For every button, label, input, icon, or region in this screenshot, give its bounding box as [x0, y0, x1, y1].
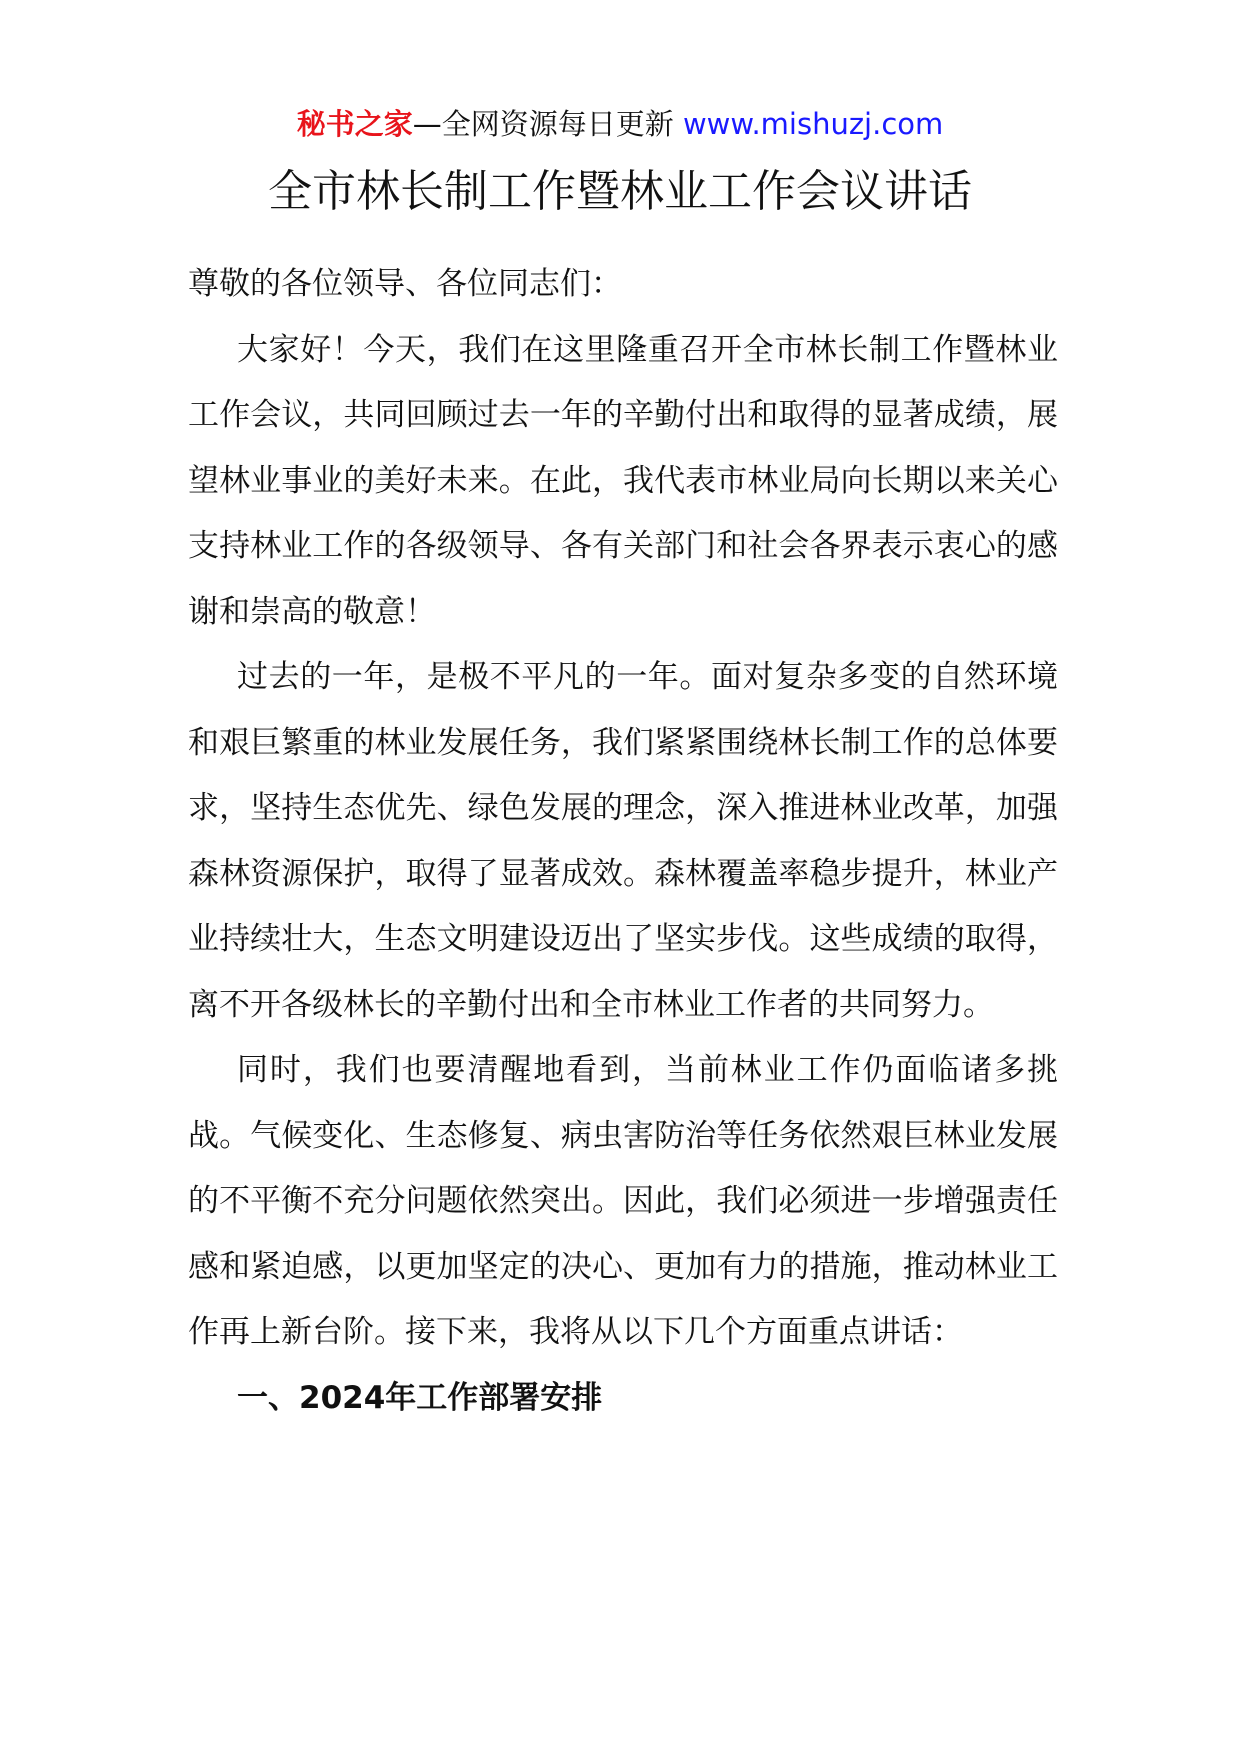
salutation: 尊敬的各位领导、各位同志们： [188, 266, 622, 302]
site-header [0, 100, 1240, 148]
paragraph-intro: 大家好！今天，我们在这里隆重召开全市林长制工作暨林业工作会议，共同回顾过去一年的辛勤付出和取得的显著成绩，展望林业事业的美好未来。在此，我代表市林业局向长期以来关心支持林业工作的各级领导、各有关部门和社会各界表示衷心的感谢和崇高的敬意！ [188, 331, 1058, 630]
document-body [188, 252, 1058, 1431]
header-tagline: —全网资源每日更新 [412, 107, 683, 141]
document-title: 全市林长制工作暨林业工作会议讲话 [268, 166, 972, 217]
paragraph-challenges: 同时，我们也要清醒地看到，当前林业工作仍面临诸多挑战。气候变化、生态修复、病虫害防治等任务依然艰巨林业发展的不平衡不充分问题依然突出。因此，我们必须进一步增强责任感和紧迫感，以更加坚定的决心、更加有力的措施，推动林业工作再上新台阶。接下来，我将从以下几个方面重点讲话： [188, 1052, 1058, 1350]
section-heading: 一、2024年工作部署安排 [237, 1379, 603, 1416]
site-url-link[interactable]: www.mishuzj.com [682, 107, 944, 141]
brand-name: 秘书之家 [296, 107, 413, 141]
paragraph-review: 过去的一年，是极不平凡的一年。面对复杂多变的自然环境和艰巨繁重的林业发展任务，我们紧紧围绕林长制工作的总体要求，坚持生态优先、绿色发展的理念，深入推进林业改革，加强森林资源保护，取得了显著成效。森林覆盖率稳步提升，林业产业持续壮大，生态文明建设迈出了坚实步伐。这些成绩的取得，离不开各级林长的辛勤付出和全市林业工作者的共同努力。 [188, 659, 1058, 1023]
